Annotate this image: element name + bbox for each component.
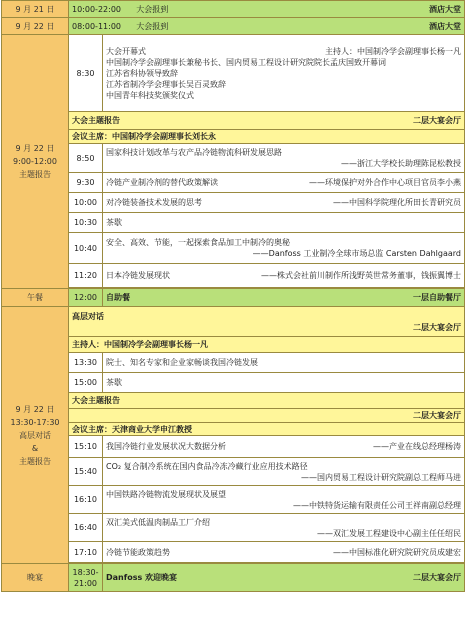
session-title: 大会主题报告 [72,396,120,405]
talk-title: 双汇美式低温肉制品工厂介绍 [106,517,210,527]
talk-speaker: ——产业在线总经理杨涛 [373,442,462,451]
time-end: 21:00 [73,578,98,588]
opening-title: 大会开幕式 [106,46,146,56]
talk-speaker: ——中国标准化研究院研究员成建宏 [333,547,462,557]
time-cell: 10:00 [69,193,103,213]
time-cell: 10:40 [69,233,103,264]
date-cell: 9 月 22 日 [2,18,69,35]
lunch-label: 午餐 [2,289,69,307]
side-label: 高层对话 [19,430,51,440]
session-title: 高层对话 [72,311,104,321]
lunch-location: 一层自助餐厅 [413,293,462,302]
talk-row [2,173,465,193]
session-header-row [2,112,465,130]
break-row [2,213,465,233]
side-time: 13:30-17:30 [10,417,60,427]
dialog-content: 院士、知名专家和企业家畅谈我国冷链发展 [103,353,465,373]
time-cell: 8:50 [69,144,103,173]
side-label: 主题报告 [19,456,51,466]
time-text: 10:00-22:00 [72,4,121,14]
talk-title: 安全、高效、节能，一起探索食品加工中制冷的奥秘 [106,238,290,247]
registration-row-1 [2,1,465,18]
registration-row-2 [2,18,465,35]
time-cell: 16:40 [69,514,103,542]
talk-row [2,264,465,288]
talk-content [103,193,465,213]
break-row [2,373,465,393]
talk-title: 中国铁路冷链物流发展现状及展望 [106,489,226,499]
talk-speaker: ——国内贸易工程设计研究院副总工程师马进 [301,472,462,482]
dinner-location: 二层大宴会厅 [413,573,462,582]
talk-title: 冷链节能政策趋势 [106,547,170,557]
talk-title: 国家科技计划改革与农产品冷链物流科研发展思路 [106,148,282,157]
opening-speech: 中国制冷学会副理事长兼秘书长、国内贸易工程设计研究院院长孟庆国致开幕词 [106,57,386,67]
side-date: 9 月 22 日 [15,404,55,414]
time-cell: 17:10 [69,542,103,563]
conference-agenda-table [1,0,465,592]
session-header-row [2,393,465,409]
talk-content [103,514,465,542]
time-cell: 10:30 [69,213,103,233]
lunch-row [2,289,465,307]
talk-speaker: ——中国科学院理化所田长青研究员 [333,198,462,207]
time-text: 08:00-11:00 [72,21,121,31]
time-cell: 9:30 [69,173,103,193]
morning-session-label [2,35,69,289]
lunch-event: 自助餐 [106,293,130,302]
talk-speaker: ——Danfoss 工业制冷全球市场总监 Carsten Dahlgaard [252,249,462,258]
registration-cell [69,1,465,18]
side-date: 9 月 22 日 [15,144,55,153]
talk-speaker: ——环境保护对外合作中心项目官员李小燕 [309,178,462,187]
talk-row [2,193,465,213]
session-chair: 会议主席：中国制冷学会副理事长刘长永 [69,130,465,144]
talk-speaker: ——双汇发展工程建设中心副主任任绍民 [317,528,462,538]
talk-speaker: ——中铁特货运输有限责任公司王祥南副总经理 [293,500,462,510]
dinner-row [2,564,465,592]
talk-content [103,542,465,563]
talk-title: 日本冷链发展现状 [106,271,170,280]
opening-ceremony-row [2,35,465,112]
location-text: 酒店大堂 [429,4,462,14]
lunch-content [103,289,465,307]
session-header [69,393,465,409]
event-text: 大会报到 [136,21,169,31]
session-location: 二层大宴会厅 [413,322,462,332]
opening-speech: 江苏省制冷学会理事长吴百灵致辞 [106,79,226,89]
dinner-event: Danfoss 欢迎晚宴 [106,573,178,582]
talk-title: 我国冷链行业发展状况大数据分析 [106,442,226,451]
talk-content [103,264,465,288]
session-location: 二层大宴会厅 [413,116,462,125]
talk-content [103,144,465,173]
talk-row [2,486,465,514]
talk-content [103,436,465,458]
talk-title: 对冷链装备技术发展的思考 [106,198,202,207]
talk-title: CO₂ 复合制冷系统在国内食品冷冻冷藏行业应用技术路径 [106,461,308,471]
opening-host: 主持人：中国制冷学会副理事长杨一凡 [325,46,462,56]
dinner-label: 晚宴 [2,564,69,592]
side-label: 主题报告 [19,170,51,179]
time-cell: 15:10 [69,436,103,458]
talk-content [103,233,465,264]
opening-award: 中国青年科技奖颁奖仪式 [106,90,194,100]
session-host: 主持人：中国制冷学会副理事长杨一凡 [69,337,465,353]
talk-row [2,144,465,173]
event-text: 大会报到 [136,4,169,14]
opening-content [103,35,465,112]
dialog-row [2,353,465,373]
afternoon-session-label [2,307,69,564]
time-cell: 12:00 [69,289,103,307]
talk-speaker: ——株式会社前川制作所浅野英世常务董事，钱振翼博士 [261,271,462,280]
talk-row [2,233,465,264]
side-label: & [31,443,39,453]
session-chair-row [2,130,465,144]
time-cell: 8:30 [69,35,103,112]
talk-row [2,542,465,563]
time-cell: 11:20 [69,264,103,288]
break-content: 茶歇 [103,213,465,233]
time-cell: 15:00 [69,373,103,393]
session-header [69,112,465,130]
session-location-row [2,409,465,423]
talk-content [103,173,465,193]
time-cell: 15:40 [69,458,103,486]
session-location: 二层大宴会厅 [69,409,465,423]
talk-row [2,514,465,542]
side-time: 9:00-12:00 [13,157,57,166]
talk-row [2,458,465,486]
break-content: 茶歇 [103,373,465,393]
dinner-content [103,564,465,592]
talk-content [103,458,465,486]
time-and-event [72,4,168,15]
opening-speech: 江苏省科协领导致辞 [106,68,178,78]
location-text: 酒店大堂 [429,21,462,31]
time-and-event [72,21,168,32]
time-cell: 16:10 [69,486,103,514]
session-chair-row [2,423,465,436]
session-host-row [2,337,465,353]
registration-cell [69,18,465,35]
session-header [69,307,465,337]
session-title: 大会主题报告 [72,116,120,125]
time-cell: 13:30 [69,353,103,373]
date-cell: 9 月 21 日 [2,1,69,18]
talk-content [103,486,465,514]
dialog-header-row [2,307,465,337]
time-cell [69,564,103,592]
talk-title: 冷链产业制冷剂的替代政策解读 [106,178,218,187]
talk-row [2,436,465,458]
talk-speaker: ——浙江大学校长助理陈昆松教授 [341,159,462,168]
time-start: 18:30- [72,567,99,577]
session-chair: 会议主席：天津商业大学申江教授 [69,423,465,436]
